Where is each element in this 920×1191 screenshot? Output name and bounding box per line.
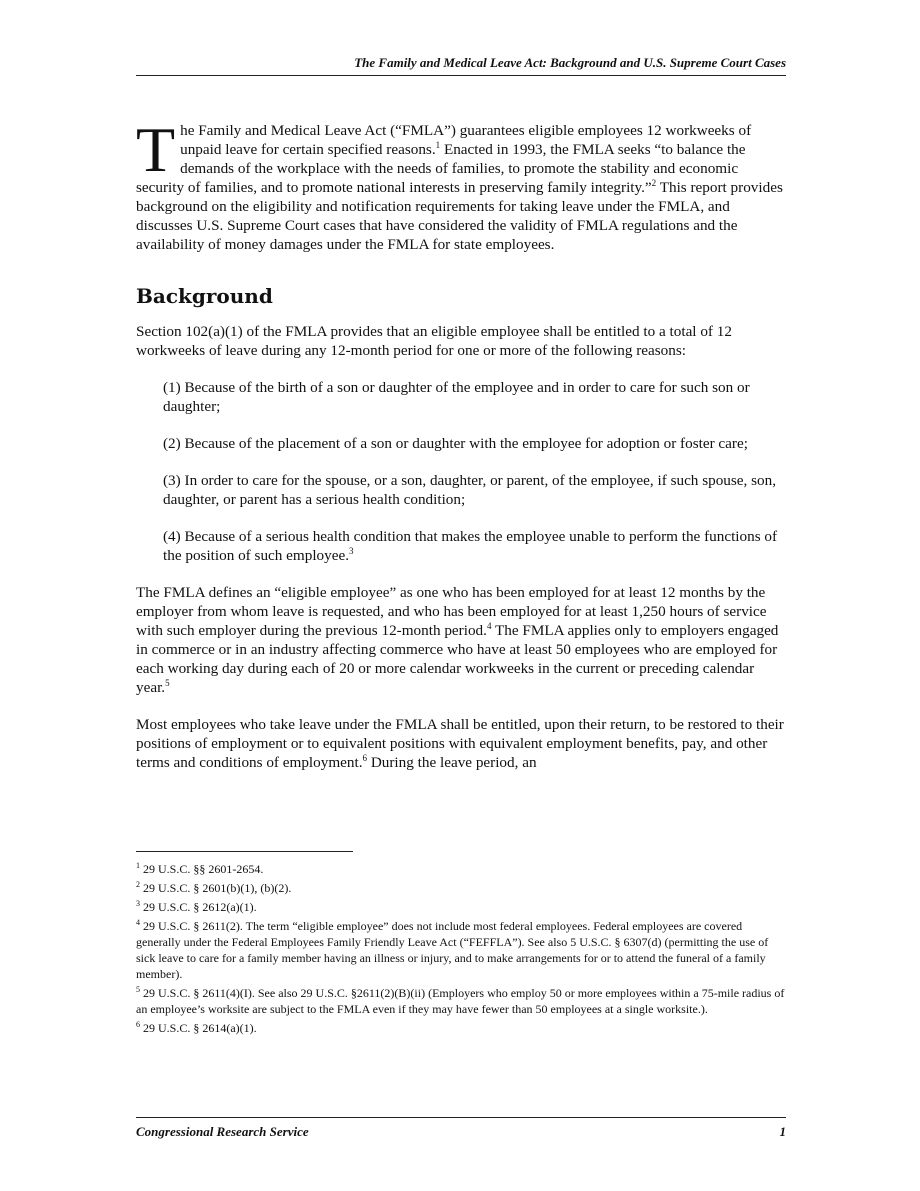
footnote bbox=[136, 880, 786, 896]
page-number: 1 bbox=[779, 1124, 786, 1139]
reason-item: (2) Because of the placement of a son or daughter with the employee for adoption or foster care; bbox=[163, 435, 748, 452]
footnote-text: 29 U.S.C. §§ 2601-2654. bbox=[140, 862, 264, 876]
footnote-text: 29 U.S.C. § 2612(a)(1). bbox=[140, 900, 257, 914]
footnote-number: 3 bbox=[136, 899, 140, 908]
paragraph-text: The FMLA defines an “eligible employee” as one who has been employed for at least 12 months by the employer from whom leave is requested, and who has been employed for at least 1,250 hours of service with such employer during the previous 12-month period. bbox=[136, 584, 767, 639]
intro-text-1: he Family and Medical Leave Act (“FMLA”) guarantees eligible employees 12 workweeks of unpaid leave for certain specified reasons. bbox=[180, 122, 752, 158]
running-header: The Family and Medical Leave Act: Background and U.S. Supreme Court Cases bbox=[136, 54, 786, 76]
section-heading-background: Background bbox=[136, 284, 273, 308]
reasons-list bbox=[163, 378, 786, 565]
footnote-number: 1 bbox=[136, 861, 140, 870]
intro-paragraph bbox=[136, 114, 786, 254]
footnote-ref[interactable]: 2 bbox=[651, 177, 657, 188]
eligible-employee-paragraph bbox=[136, 583, 786, 697]
footnote-ref[interactable]: 6 bbox=[362, 752, 368, 763]
paragraph-text: The FMLA applies only to employers engaged in commerce or in an industry affecting commerce who have at least 50 employees who are employed for each working day during each of 20 or more calendar workweeks in the current or preceding calendar year. bbox=[136, 622, 779, 696]
footnote bbox=[136, 918, 786, 982]
footnote-text: 29 U.S.C. § 2611(4)(I). See also 29 U.S.C. §2611(2)(B)(ii) (Employers who employ 50 or more employees within a 75-mile radius of an employee’s worksite are subject to the FMLA even if they may have fewer than 50 employees at a single worksite.). bbox=[136, 986, 785, 1016]
footnote-ref[interactable]: 4 bbox=[486, 620, 492, 631]
footer-organization: Congressional Research Service bbox=[136, 1124, 309, 1139]
footnotes bbox=[136, 861, 786, 1039]
footnote-text: 29 U.S.C. § 2614(a)(1). bbox=[140, 1021, 257, 1035]
intro-text-2: Enacted in 1993, the FMLA seeks “to balance the demands of the workplace with the needs of families, to promote the stability and economic security of families, and to promote national interests in preserving family integrity.” bbox=[136, 141, 746, 196]
background-lead-paragraph: Section 102(a)(1) of the FMLA provides that an eligible employee shall be entitled to a total of 12 workweeks of leave during any 12-month period for one or more of the following reasons: bbox=[136, 323, 732, 359]
footnote-number: 2 bbox=[136, 880, 140, 889]
drop-cap: T bbox=[136, 114, 176, 185]
footnote bbox=[136, 985, 786, 1017]
footnote-text: 29 U.S.C. § 2601(b)(1), (b)(2). bbox=[140, 881, 292, 895]
reason-item bbox=[163, 527, 786, 565]
footnote-number: 5 bbox=[136, 985, 140, 994]
footnote bbox=[136, 1020, 786, 1036]
intro-text-3: This report provides background on the eligibility and notification requirements for taking leave under the FMLA, and discusses U.S. Supreme Court cases that have considered the validity of FMLA regulations and the availability of money damages under the FMLA for state employees. bbox=[136, 179, 783, 253]
reason-item: (3) In order to care for the spouse, or a son, daughter, or parent, of the employee, if such spouse, son, daughter, or parent has a serious health condition; bbox=[163, 472, 777, 508]
footnote-text: 29 U.S.C. § 2611(2). The term “eligible employee” does not include most federal employees. Federal employees are covered generally under the Federal Employees Family Friendly Leave Act (“FEFFLA”). See also 5 U.S.C. § 6307(d) (permitting the use of sick leave to care for a family member having an illness or injury, and to make arrangements for or to attend the funeral of a family member). bbox=[136, 919, 769, 981]
footnote-divider bbox=[136, 851, 353, 852]
restoration-paragraph bbox=[136, 715, 786, 772]
footnote-number: 6 bbox=[136, 1020, 140, 1029]
footnote-number: 4 bbox=[136, 918, 140, 927]
footnote bbox=[136, 899, 786, 915]
footnote bbox=[136, 861, 786, 877]
footnote-ref[interactable]: 5 bbox=[165, 677, 170, 688]
footnote-ref[interactable]: 1 bbox=[435, 139, 441, 150]
main-content bbox=[136, 114, 786, 790]
reason-item: (1) Because of the birth of a son or daughter of the employee and in order to care for such son or daughter; bbox=[163, 379, 750, 415]
running-footer bbox=[136, 1117, 786, 1140]
reason-text: (4) Because of a serious health condition that makes the employee unable to perform the functions of the position of such employee. bbox=[163, 528, 778, 564]
paragraph-text: Most employees who take leave under the FMLA shall be entitled, upon their return, to be restored to their positions of employment or to equivalent positions with equivalent employment benefits, pay, and other terms and conditions of employment. bbox=[136, 716, 784, 771]
footnote-ref[interactable]: 3 bbox=[349, 545, 354, 556]
paragraph-text: During the leave period, an bbox=[367, 754, 537, 771]
